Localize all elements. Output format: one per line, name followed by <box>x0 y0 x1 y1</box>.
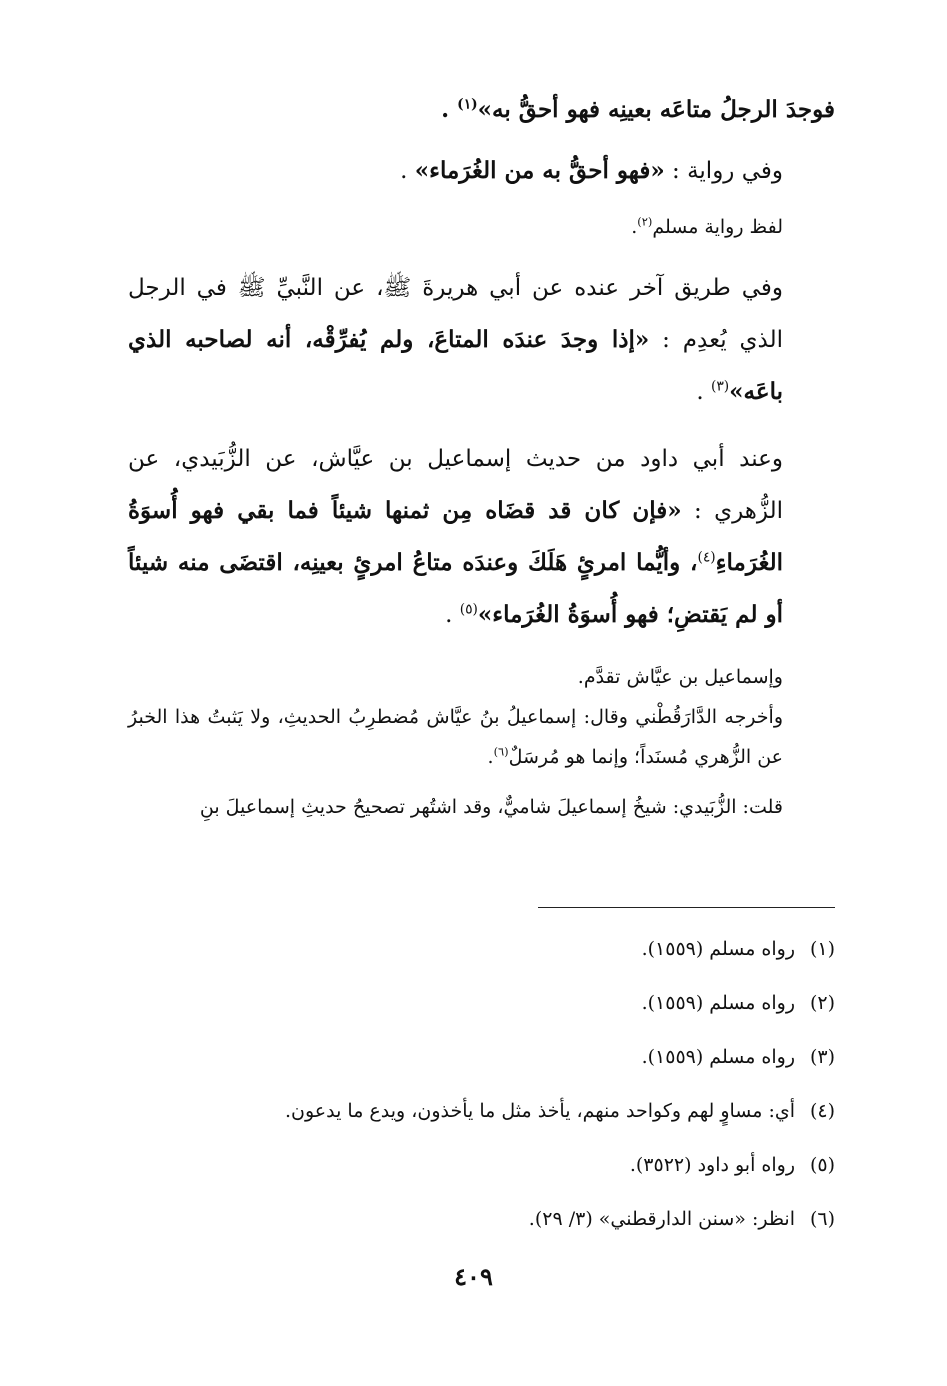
footnote-text: أي: مساوٍ لهم وكواحد منهم، يأخذ مثل ما يأخذون، ويدع ما يدعون. <box>284 1100 795 1122</box>
page-number: ٤٠٩ <box>454 1262 493 1291</box>
quote-text: «فإن كان قد قضَاه مِن ثمنها شيئاً فما بقي فهو أُسوَةُ الغُرَماءِ <box>128 497 783 576</box>
quote-text: «فهو أحقُّ به من الغُرَماء» <box>414 157 665 184</box>
footnotes <box>128 930 835 1254</box>
footnote-item <box>128 984 835 1038</box>
punctuation: . <box>441 96 458 123</box>
lead-text: وفي طريق آخر عنده عن أبي هريرةَ ﷺ، عن النَّبيِّ ﷺ في الرجل الذي يُعدِم : <box>128 275 783 353</box>
punctuation: . <box>696 379 711 405</box>
footnote-number: (٥) <box>809 1154 835 1176</box>
paragraph-7 <box>128 697 835 777</box>
paragraph-1 <box>128 84 835 135</box>
punctuation: . <box>400 158 415 184</box>
paragraph-5 <box>128 434 835 641</box>
punctuation: . <box>487 746 494 768</box>
footnote-ref-2: (٢) <box>637 214 653 229</box>
paragraph-2 <box>128 145 835 197</box>
footnote-text: رواه مسلم (١٥٥٩). <box>641 938 795 960</box>
footnote-item <box>128 1200 835 1254</box>
footnote-separator <box>538 907 835 908</box>
footnote-number: (٦) <box>809 1208 835 1230</box>
note-text: وأخرجه الدَّارَقُطْني وقال: إسماعيلُ بنُ عيَّاش مُضطرِبُ الحديثِ، ولا يَثبتُ هذا الخبرُ عن الزُّهري مُسنَداً؛ وإنما هو مُرسَلٌ <box>128 706 783 768</box>
punctuation: . <box>631 216 638 238</box>
footnote-item <box>128 930 835 984</box>
paragraph-6 <box>128 657 835 697</box>
quote-text-continued: ، وأيُّما امرئٍ هَلَكَ وعندَه متاعُ امرئٍ بعينِه، اقتضَى منه شيئاً أو لم يَقتضِ؛ فهو أُسوَةُ الغُرَماء» <box>128 549 783 628</box>
footnote-text: رواه مسلم (١٥٥٩). <box>641 1046 795 1068</box>
paragraph-8 <box>128 787 835 827</box>
note-text: لفظ رواية مسلم <box>652 216 783 238</box>
footnote-ref-1: (١) <box>457 96 478 113</box>
footnote-text: رواه مسلم (١٥٥٩). <box>641 992 795 1014</box>
footnote-number: (٣) <box>809 1046 835 1068</box>
footnote-item <box>128 1038 835 1092</box>
footnote-item <box>128 1092 835 1146</box>
paragraph-4 <box>128 263 835 418</box>
footnote-item <box>128 1146 835 1200</box>
footnote-ref-5: (٥) <box>459 601 478 618</box>
footnote-text: انظر: «سنن الدارقطني» (٣/ ٢٩). <box>528 1208 795 1230</box>
quote-text: فوجدَ الرجلُ متاعَه بعينِه فهو أحقُّ به» <box>477 96 835 123</box>
footnote-ref-3: (٣) <box>710 378 730 395</box>
lead-text: وفي رواية : <box>664 158 783 184</box>
footnote-number: (٤) <box>809 1100 835 1122</box>
footnote-text: رواه أبو داود (٣٥٢٢). <box>629 1154 795 1176</box>
footnote-number: (٢) <box>809 992 835 1014</box>
quote-text: «إذا وجدَ عندَه المتاعَ، ولم يُفرِّقْه، أنه لصاحبه الذي باعَه» <box>128 326 783 405</box>
lead-text: وعند أبي داود من حديث إسماعيل بن عيَّاش، عن الزُّبَيدي، عن الزُّهري : <box>128 446 783 524</box>
main-text <box>128 84 835 827</box>
footnote-number: (١) <box>809 938 835 960</box>
punctuation: . <box>445 602 460 628</box>
paragraph-3 <box>128 207 835 247</box>
note-text: وإسماعيل بن عيَّاش تقدَّم. <box>577 666 783 688</box>
note-text: قلت: الزُّبَيدي: شيخُ إسماعيلَ شاميٌّ، وقد اشتُهر تصحيحُ حديثِ إسماعيلَ بنِ <box>199 796 783 818</box>
footnote-ref-6: (٦) <box>493 744 509 759</box>
footnote-ref-4: (٤) <box>697 549 716 566</box>
